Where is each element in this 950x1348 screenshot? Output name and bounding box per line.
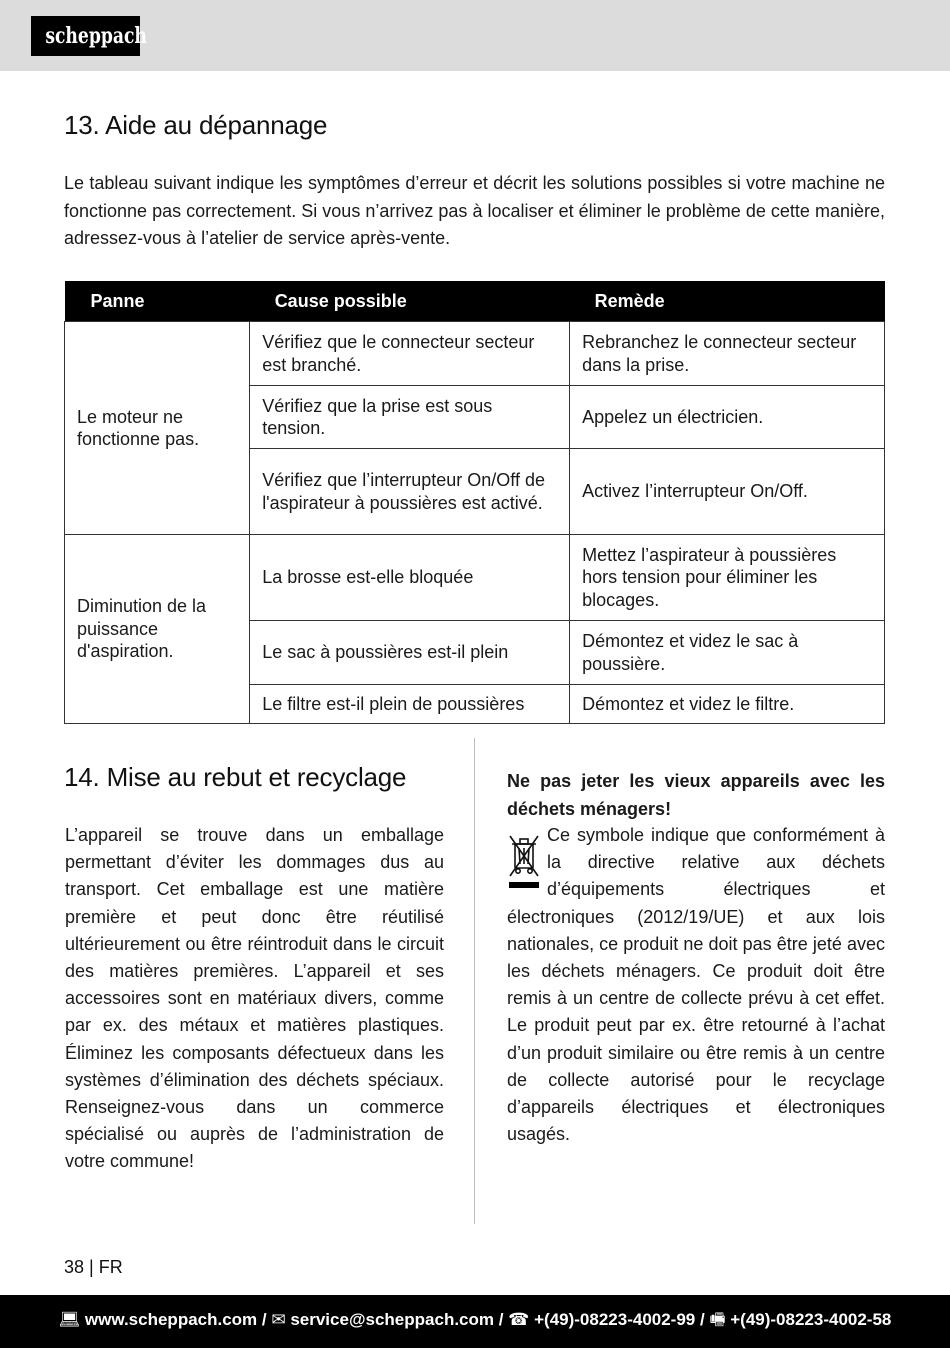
page-number-value: 38 xyxy=(64,1257,85,1277)
mail-icon: ✉︎ xyxy=(271,1310,286,1329)
weee-text: Ce symbole indique que conformément à la directive relative aux déchets d’équipements électriques et électroniques (2012/19/UE) et aux lois nationales, ce produit ne doit pas être jeté avec les déchets ménagers. Ce produit doit être remis à un centre de collecte prévu à cet effet. Le produit peut par ex. être retourné à l’achat d’un produit similaire ou être remis à un centre de collecte autorisé pour le recyclage d’appareils électriques et électroniques usagés. xyxy=(507,825,885,1145)
cause-cell: Vérifiez que l’interrupteur On/Off de l'aspirateur à poussières est activé. xyxy=(250,449,570,535)
cause-cell: Le filtre est-il plein de poussières xyxy=(250,685,570,724)
cause-cell: Vérifiez que le connecteur secteur est branché. xyxy=(250,322,570,386)
remede-cell: Activez l’interrupteur On/Off. xyxy=(570,449,885,535)
footer-separator: / xyxy=(257,1310,272,1329)
footer-bar xyxy=(0,1295,950,1348)
panne-cell: Le moteur ne fonctionne pas. xyxy=(65,322,250,535)
header-bar xyxy=(0,0,950,71)
disposal-warning-title: Ne pas jeter les vieux appareils avec les déchets ménagers! xyxy=(507,771,885,819)
cause-cell: Le sac à poussières est-il plein xyxy=(250,621,570,685)
footer-separator: / xyxy=(695,1310,710,1329)
crossed-bin-icon xyxy=(507,826,541,894)
footer-email[interactable]: service@scheppach.com xyxy=(290,1310,495,1329)
fax-icon: 🖷︎ xyxy=(709,1310,726,1329)
troubleshooting-table xyxy=(64,281,885,724)
column-divider xyxy=(474,738,475,1224)
remede-cell: Appelez un électricien. xyxy=(570,386,885,449)
table-row xyxy=(65,535,885,621)
remede-cell: Mettez l’aspirateur à poussières hors tension pour éliminer les blocages. xyxy=(570,535,885,621)
table-header-row xyxy=(65,281,885,322)
remede-cell: Rebranchez le connecteur secteur dans la prise. xyxy=(570,322,885,386)
footer-website[interactable]: www.scheppach.com xyxy=(84,1310,258,1329)
remede-cell: Démontez et videz le sac à poussière. xyxy=(570,621,885,685)
section-13-intro: Le tableau suivant indique les symptômes d’erreur et décrit les solutions possibles si votre machine ne fonctionne pas correctement. Si vous n’arrivez pas à localiser et éliminer le problème de cette manière, adressez-vous à l’atelier de service après-vente. xyxy=(64,173,885,248)
weee-block xyxy=(507,822,885,1148)
page-number: 38 | FR xyxy=(64,1257,123,1277)
section-14-title: 14. Mise au rebut et recyclage xyxy=(64,762,407,792)
footer-phone: +(49)-08223-4002-99 xyxy=(534,1310,696,1329)
footer-separator: / xyxy=(494,1310,509,1329)
header-panne: Panne xyxy=(65,281,250,322)
disposal-text: L’appareil se trouve dans un emballage permettant d’éviter les dommages dus au transport. Cet emballage est une matière première et peut donc être réutilisé ultérieurement ou être réintroduit dans le circuit des matières premières. L’appareil et ses accessoires sont en matériaux divers, comme par ex. des métaux et matières plastiques. Éliminez les composants défectueux dans les systèmes d’élimination des déchets spéciaux. Renseignez-vous dans un commerce spécialisé ou auprès de l’administration de votre commune! xyxy=(65,825,444,1172)
remede-cell: Démontez et videz le filtre. xyxy=(570,685,885,724)
header-remede: Remède xyxy=(570,281,885,322)
panne-cell: Diminution de la puissance d'aspiration. xyxy=(65,535,250,724)
cause-cell: La brosse est-elle bloquée xyxy=(250,535,570,621)
section-13-title: 13. Aide au dépannage xyxy=(64,110,328,140)
brand-logo: scheppach xyxy=(31,16,140,56)
header-cause: Cause possible xyxy=(250,281,570,322)
table-row xyxy=(65,322,885,386)
computer-icon: 💻︎ xyxy=(58,1310,81,1329)
footer-fax: +(49)-08223-4002-58 xyxy=(730,1310,892,1329)
page-language: FR xyxy=(98,1257,123,1277)
cause-cell: Vérifiez que la prise est sous tension. xyxy=(250,386,570,449)
phone-icon: ☎︎ xyxy=(508,1310,530,1329)
